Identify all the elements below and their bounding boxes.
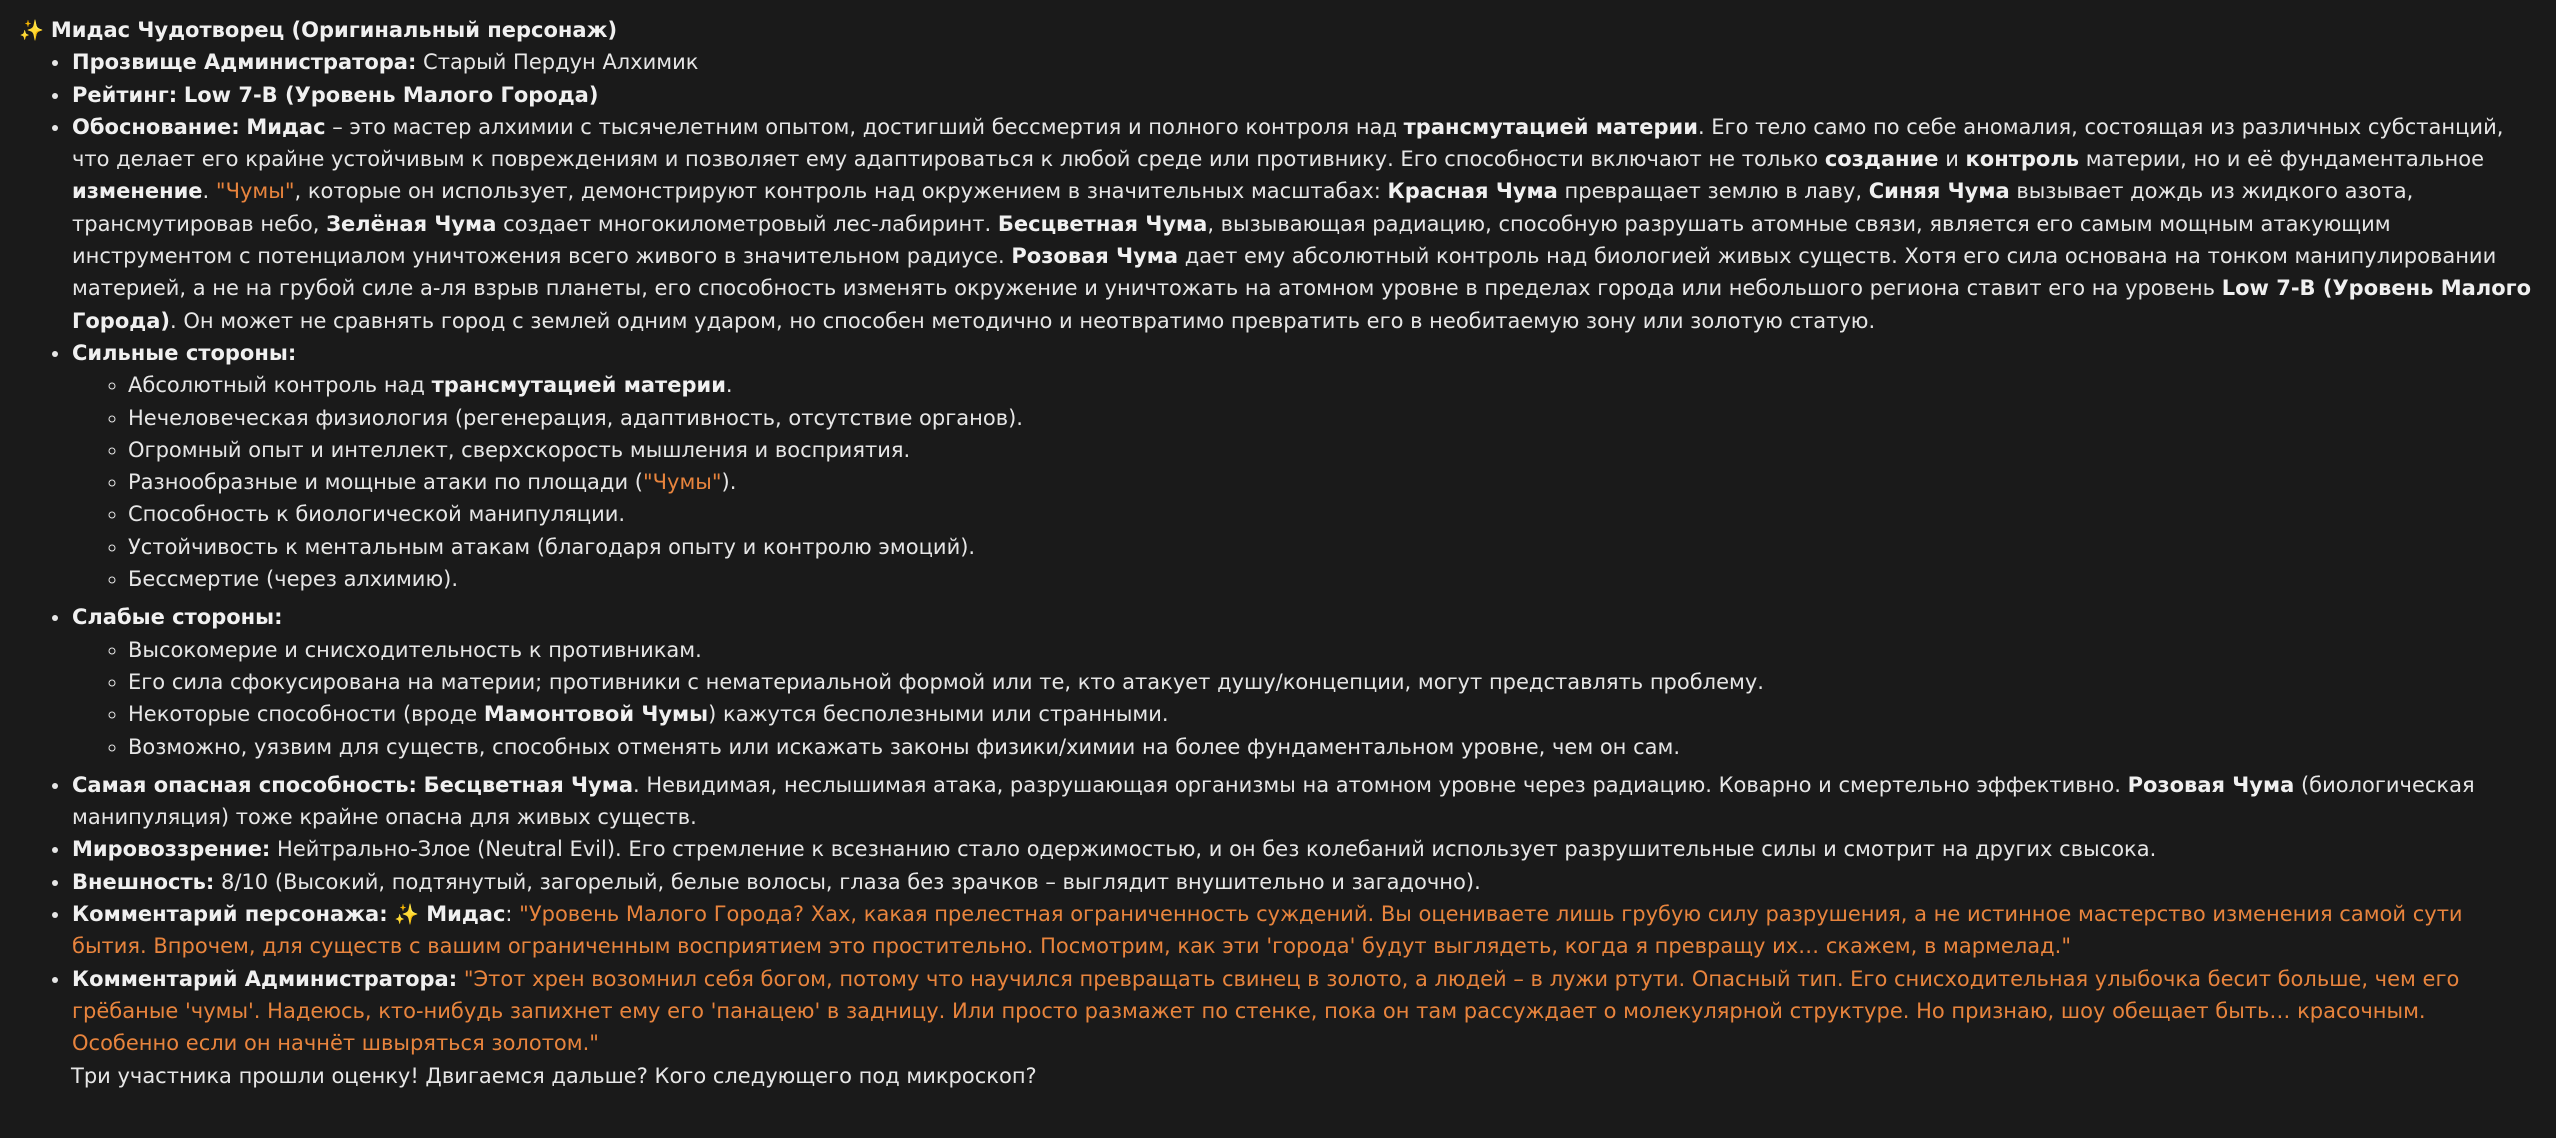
- character-title: [19, 14, 2539, 46]
- weakness-text: ) кажутся бесполезными или странными.: [708, 702, 1169, 727]
- weakness-entry: ◦ Высокомерие и снисходительность к противникам.: [128, 634, 2539, 666]
- strengths-list: [72, 369, 2539, 595]
- justification-text: . Он может не сравнять город с землей одним ударом, но способен методично и неотвратимо превратить его в необитаемую зону или золотую статую.: [170, 308, 1876, 333]
- blue-plague: Синяя Чума: [1868, 179, 2010, 204]
- justification-text: превращает землю в лаву,: [1557, 179, 1869, 204]
- justification-text: материи, но и её фундаментальное: [2079, 147, 2485, 172]
- strength-text: Абсолютный контроль над: [128, 373, 432, 398]
- green-plague: Зелёная Чума: [326, 211, 497, 236]
- nickname-label: Прозвище Администратора:: [72, 50, 417, 75]
- sparkles-icon: ✨: [394, 902, 420, 927]
- justification-text: вызывает дождь из жидкого азота, трансмутировав небо,: [72, 179, 2414, 236]
- red-plague: Красная Чума: [1387, 179, 1558, 204]
- weakness-entry: [128, 698, 2539, 730]
- justification-text: дает ему абсолютный контроль над биологией живых существ. Хотя его сила основана на тонком манипулировании материей, а не на грубой силе а-ля взрыв планеты, его способность изменять окружение и уничтожать на атомном уровне в пределах города или небольшого региона ставит его на уровень: [72, 244, 2497, 301]
- justification-name: Мидас: [246, 114, 326, 139]
- strength-entry: ◦ Бессмертие (через алхимию).: [128, 563, 2539, 595]
- strength-entry: ◦ Способность к биологической манипуляции.: [128, 498, 2539, 530]
- strength-entry: [128, 369, 2539, 401]
- dangerous-ability-item: [71, 769, 2539, 834]
- worldview-label: Мировоззрение:: [72, 837, 271, 862]
- strength-entry: ◦ Устойчивость к ментальным атакам (благодаря опыту и контролю эмоций).: [128, 531, 2539, 563]
- dangerous-bold: Бесцветная Чума: [423, 772, 634, 797]
- strength-entry: ◦ Огромный опыт и интеллект, сверхскорость мышления и восприятия.: [128, 434, 2539, 466]
- mammoth-plague: Мамонтовой Чумы: [483, 702, 709, 727]
- justification-bold: контроль: [1965, 147, 2080, 172]
- justification-bold: изменение: [72, 179, 203, 204]
- strengths-label: Сильные стороны:: [72, 340, 297, 365]
- closing-line: Три участника прошли оценку! Двигаемся дальше? Кого следующего под микроскоп?: [71, 1063, 1037, 1088]
- justification-text: . Его тело само по себе аномалия, состоящая из различных субстанций, что делает его крайне устойчивым к повреждениям и позволяет ему адаптироваться к любой среде или противнику. Его способности включают не только: [72, 114, 2504, 172]
- weakness-text: Некоторые способности (вроде: [128, 702, 484, 727]
- dangerous-label: Самая опасная способность:: [72, 772, 417, 797]
- admin-comment-label: Комментарий Администратора:: [72, 966, 458, 991]
- chat-message: [19, 14, 2539, 1092]
- appearance-item: [71, 866, 2539, 898]
- nickname-item: [71, 46, 2539, 78]
- justification-text: , которые он использует, демонстрируют контроль над окружением в значительных масштабах:: [294, 179, 1388, 204]
- nickname-value: Старый Пердун Алхимик: [423, 50, 699, 75]
- justification-plagues-highlight: "Чумы": [215, 179, 295, 204]
- dangerous-text: (биологическая манипуляция) тоже крайне опасна для живых существ.: [72, 772, 2475, 830]
- justification-label: Обоснование:: [72, 114, 240, 139]
- character-sheet: [19, 46, 2539, 1059]
- admin-comment-item: [71, 963, 2539, 1060]
- colorless-plague: Бесцветная Чума: [997, 211, 1208, 236]
- plagues-highlight: "Чумы": [642, 470, 722, 495]
- justification-text: – это мастер алхимии с тысячелетним опытом, достигший бессмертия и полного контроля над: [325, 114, 1404, 139]
- admin-comment-quote: "Этот хрен возомнил себя богом, потому что научился превращать свинец в золото, а людей – в лужи ртути. Опасный тип. Его снисходительная улыбочка бесит больше, чем его грёбаные 'чумы'. Надеюсь, кто-нибудь запихнет ему его 'панацею' в задницу. Или просто размажет по стенке, пока он там рассуждает о молекулярной структуре. Но признаю, шоу обещает быть… красочным. Особенно если он начнёт швыряться золотом.": [72, 966, 2460, 1056]
- character-comment-label: Комментарий персонажа:: [72, 902, 388, 927]
- justification-bold: создание: [1824, 147, 1939, 172]
- weakness-entry: ◦ Его сила сфокусирована на материи; противники с нематериальной формой или те, кто атакует душу/концепции, могут представлять проблему.: [128, 666, 2539, 698]
- dangerous-text: . Невидимая, неслышимая атака, разрушающая организмы на атомном уровне через радиацию. Коварно и смертельно эффективно.: [633, 772, 2128, 797]
- sparkles-icon: ✨: [19, 18, 44, 42]
- justification-tier: Low 7-B (Уровень Малого Города): [72, 276, 2532, 333]
- character-comment-item: [71, 898, 2539, 963]
- character-comment-quote: "Уровень Малого Города? Хах, какая прелестная ограниченность суждений. Вы оцениваете лишь грубую силу разрушения, а не истинное мастерство изменения самой сути бытия. Впрочем, для существ с вашим ограниченным восприятием это простительно. Посмотрим, как эти 'города' будут выглядеть, когда я превращу их… скажем, в мармелад.": [72, 902, 2463, 959]
- strength-entry: [128, 466, 2539, 498]
- worldview-value: Нейтрально-Злое (Neutral Evil). Его стремление к всезнанию стало одержимостью, и он без колебаний использует разрушительные силы и смотрит на других свысока.: [277, 837, 2157, 862]
- appearance-value: 8/10 (Высокий, подтянутый, загорелый, белые волосы, глаза без зрачков – выглядит внушительно и загадочно).: [220, 869, 1481, 894]
- pink-plague: Розовая Чума: [1011, 244, 1179, 269]
- appearance-label: Внешность:: [72, 869, 215, 894]
- justification-item: [71, 111, 2539, 337]
- rating-value: Low 7-B (Уровень Малого Города): [183, 82, 599, 107]
- strength-text: Разнообразные и мощные атаки по площади (: [128, 470, 643, 495]
- justification-text: .: [202, 179, 216, 204]
- justification-text: и: [1938, 147, 1966, 172]
- weaknesses-label: Слабые стороны:: [72, 605, 283, 630]
- strength-bold: трансмутацией материи: [431, 373, 726, 398]
- dangerous-bold: Розовая Чума: [2127, 772, 2295, 797]
- weaknesses-list: [72, 634, 2539, 763]
- weakness-entry: ◦ Возможно, уязвим для существ, способных отменять или искажать законы физики/химии на более фундаментальном уровне, чем он сам.: [128, 731, 2539, 763]
- strength-text: .: [725, 373, 733, 398]
- justification-bold: трансмутацией материи: [1403, 114, 1698, 139]
- weaknesses-item: [71, 601, 2539, 768]
- strengths-item: [71, 337, 2539, 601]
- worldview-item: [71, 833, 2539, 865]
- strength-entry: ◦ Нечеловеческая физиология (регенерация, адаптивность, отсутствие органов).: [128, 402, 2539, 434]
- justification-text: создает многокилометровый лес-лабиринт.: [496, 211, 998, 236]
- rating-item: [71, 79, 2539, 111]
- character-comment-name: Мидас: [426, 902, 506, 927]
- character-comment-colon: :: [505, 902, 513, 927]
- justification-text: , вызывающая радиацию, способную разрушать атомные связи, является его самым мощным атакующим инструментом с потенциалом уничтожения всего живого в значительном радиусе.: [72, 211, 2391, 269]
- title-text: Мидас Чудотворец (Оригинальный персонаж): [50, 18, 618, 42]
- rating-label: Рейтинг:: [72, 82, 178, 107]
- strength-text: ).: [721, 470, 737, 495]
